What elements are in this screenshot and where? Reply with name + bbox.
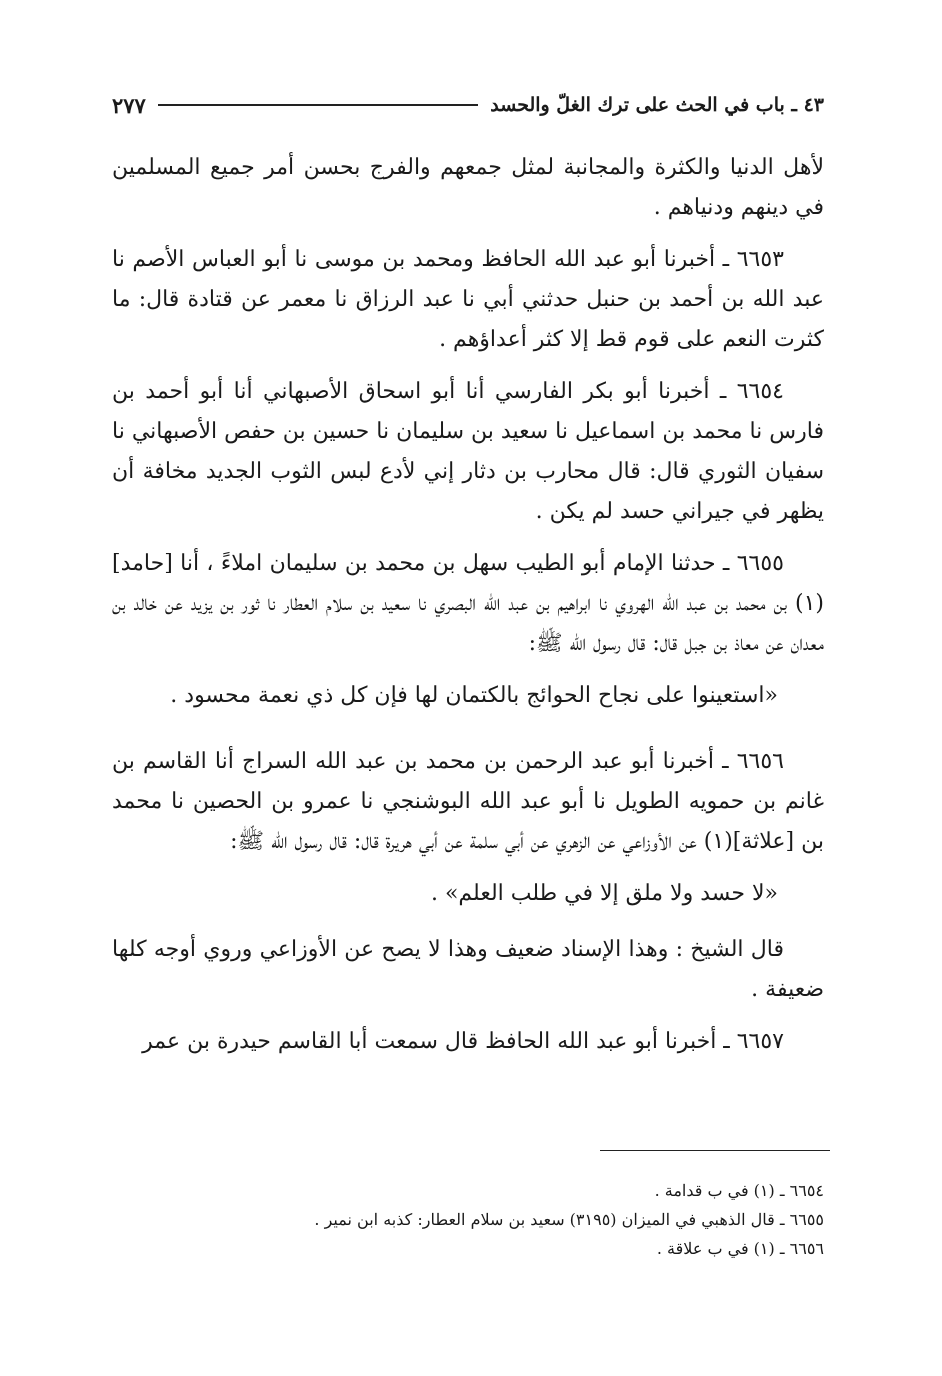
paragraph: لأهل الدنيا والكثرة والمجانبة لمثل جمعهم والفرج بحسن أمر جميع المسلمين في دينهم ودنياهم .: [112, 155, 824, 220]
hadith-6655: ٦٦٥٥ ـ حدثنا الإمام أبو الطيب سهل بن محمد بن سليمان املاءً ، أنا [حامد](١) بن محمد بن عبد الله الهروي نا ابراهيم بن عبد الله البصري نا سعيد بن سلام العطار نا ثور بن يزيد عن خالد بن معدان عن معاذ بن جبل قال: قال رسول الله ﷺ:: [112, 551, 824, 656]
header-rule: [158, 104, 478, 106]
footnotes: [112, 1176, 824, 1263]
quote: «استعينوا على نجاح الحوائج بالكتمان لها فإن كل ذي نعمة محسود .: [170, 683, 778, 708]
footnote: ٦٦٥٥ ـ قال الذهبي في الميزان (٣١٩٥) سعيد بن سلام العطار: كذبه ابن نمير .: [314, 1210, 824, 1229]
main-text: [112, 148, 824, 1074]
page-number: ٢٧٧: [112, 92, 146, 118]
running-header: [112, 88, 824, 122]
footnote-rule: [600, 1150, 830, 1151]
hadith-6656: ٦٦٥٦ ـ أخبرنا أبو عبد الرحمن بن محمد بن عبد الله السراج أنا القاسم بن غانم بن حمويه الطويل نا أبو عبد الله البوشنجي نا عمرو بن الحصين نا محمد بن [علاثة](١) عن الأوزاعي عن الزهري عن أبي سلمة عن أبي هريرة قال: قال رسول الله ﷺ:: [112, 749, 824, 854]
hadith-6653: ٦٦٥٣ ـ أخبرنا أبو عبد الله الحافظ ومحمد بن موسى نا أبو العباس الأصم نا عبد الله بن أحمد بن حنبل حدثني أبي نا عبد الرزاق نا معمر عن قتادة قال: ما كثرت النعم على قوم قط إلا كثر أعداؤهم .: [112, 247, 824, 352]
footnote: ٦٦٥٤ ـ (١) في ب قدامة .: [654, 1181, 824, 1200]
hadith-6654: ٦٦٥٤ ـ أخبرنا أبو بكر الفارسي أنا أبو اسحاق الأصبهاني أنا أبو أحمد بن فارس نا محمد بن اسماعيل نا سعيد بن سليمان نا حسين بن حفص الأصبهاني نا سفيان الثوري قال: قال محارب بن دثار إني لأدع لبس الثوب الجديد مخافة أن يظهر في جيراني حسد لم يكن .: [112, 379, 824, 524]
hadith-6657: ٦٦٥٧ ـ أخبرنا أبو عبد الله الحافظ قال سمعت أبا القاسم حيدرة بن عمر: [142, 1029, 784, 1054]
chapter-title: ٤٣ ـ باب في الحث على ترك الغلّ والحسد: [490, 94, 824, 116]
quote: «لا حسد ولا ملق إلا في طلب العلم» .: [430, 881, 778, 906]
sheikh-comment: قال الشيخ : وهذا الإسناد ضعيف وهذا لا يصح عن الأوزاعي وروي أوجه كلها ضعيفة .: [112, 937, 824, 1002]
footnote: ٦٦٥٦ ـ (١) في ب علاقة .: [656, 1239, 824, 1258]
